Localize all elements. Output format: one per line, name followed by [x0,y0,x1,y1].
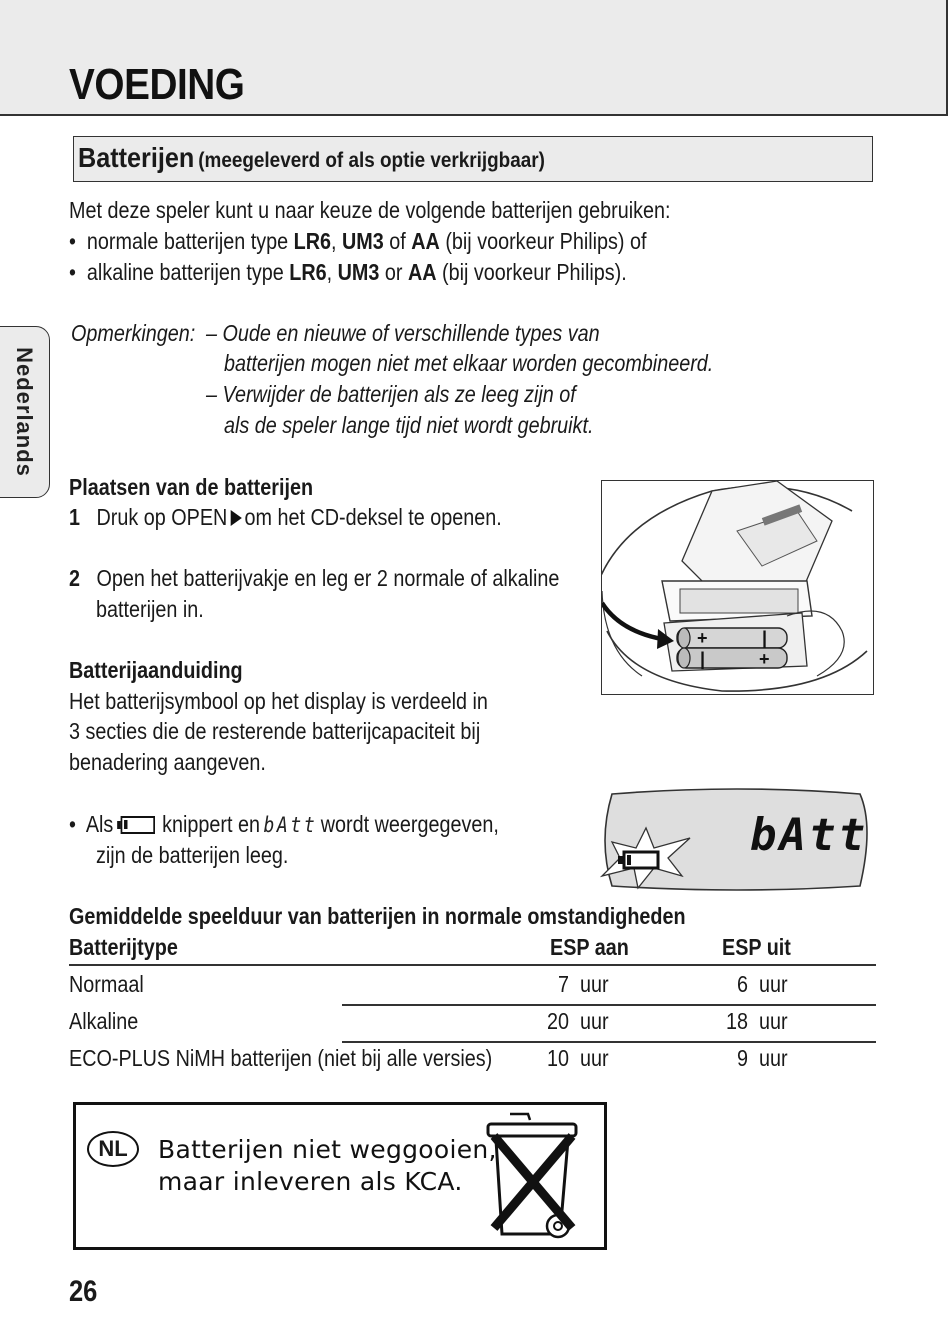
step-number: 1 [69,504,81,530]
battery-compartment-illustration [601,480,874,695]
section-heading-sub: (meegeleverd of als optie verkrijgbaar) [198,149,545,172]
table-row-esp-off: 9 uur [737,1045,788,1071]
page-number: 26 [69,1275,98,1308]
note-2-line-2: als de speler lange tijd niet wordt gebruikt. [224,412,594,438]
section-heading-main: Batterijen [78,142,195,173]
step-2-line-2: batterijen in. [96,596,204,622]
note-1-line-1: – Oude en nieuwe of verschillende types van [206,320,600,346]
svg-text:|: | [700,649,706,669]
battery-insertion-drawing [602,481,874,695]
notes-label: Opmerkingen: [71,320,196,346]
table-header-rule [69,964,876,966]
note-1-line-2: batterijen mogen niet met elkaar worden gecombineerd. [224,350,714,376]
step-2: 2 Open het batterijvakje en leg er 2 normale of alkaline [69,565,560,591]
indicator-line-2: 3 secties die de resterende batterijcapaciteit bij [69,718,481,744]
table-row-type: Normaal [69,971,144,997]
recycling-line-1: Batterijen niet weggooien, [158,1135,497,1164]
svg-text:|: | [762,628,768,648]
bullet-alkaline-batteries: • alkaline batterijen type LR6, UM3 or AA (bij voorkeur Philips). [69,259,627,285]
table-row-esp-on: 7 uur [558,971,609,997]
crossed-bin-icon [480,1110,590,1244]
table-row-esp-on: 20 uur [547,1008,609,1034]
lcd-batt-text: bAtt [750,810,868,861]
table-row-esp-off: 18 uur [726,1008,788,1034]
table-header-esp-on: ESP aan [550,934,629,960]
table-header-esp-off: ESP uit [722,934,791,960]
lcd-display-drawing [598,786,874,894]
step-1: 1 Druk op OPEN om het CD-deksel te openen. [69,504,502,530]
indicator-bullet-line-2: zijn de batterijen leeg. [96,842,289,868]
indicator-bullet: • Als knippert en bAtt wordt weergegeven, [69,809,499,840]
language-tab-label: Nederlands [12,347,37,477]
svg-text:+: + [759,649,770,669]
indicator-line-3: benadering aangeven. [69,749,266,775]
placing-heading: Plaatsen van de batterijen [69,474,314,500]
table-row-type: Alkaline [69,1008,139,1034]
intro-line: Met deze speler kunt u naar keuze de volgende batterijen gebruiken: [69,197,671,223]
svg-text:+: + [697,628,708,648]
batt-lcd-word: bAtt [263,813,318,837]
step-number: 2 [69,565,81,591]
table-row-type: ECO-PLUS NiMH batterijen (niet bij alle versies) [69,1045,493,1071]
lcd-display-illustration [598,786,874,894]
recycling-line-2: maar inleveren als KCA. [158,1167,463,1196]
indicator-line-1: Het batterijsymbool op het display is verdeeld in [69,688,488,714]
table-row-esp-off: 6 uur [737,971,788,997]
bullet-normal-batteries: • normale batterijen type LR6, UM3 of AA (bij voorkeur Philips) of [69,228,647,254]
table-header-type: Batterijtype [69,934,178,960]
nl-badge: NL [87,1131,139,1167]
indicator-heading: Batterijaanduiding [69,657,243,683]
play-arrow-icon [231,510,242,526]
bullet-dot: • [69,259,76,285]
section-heading [78,142,545,174]
table-title: Gemiddelde speelduur van batterijen in normale omstandigheden [69,903,686,929]
bullet-dot: • [69,811,76,837]
bullet-dot: • [69,228,76,254]
note-2-line-1: – Verwijder de batterijen als ze leeg zijn of [206,381,576,407]
table-row-rule [342,1004,876,1006]
battery-empty-icon [121,816,155,834]
table-row-esp-on: 10 uur [547,1045,609,1071]
page-title: VOEDING [69,60,245,109]
